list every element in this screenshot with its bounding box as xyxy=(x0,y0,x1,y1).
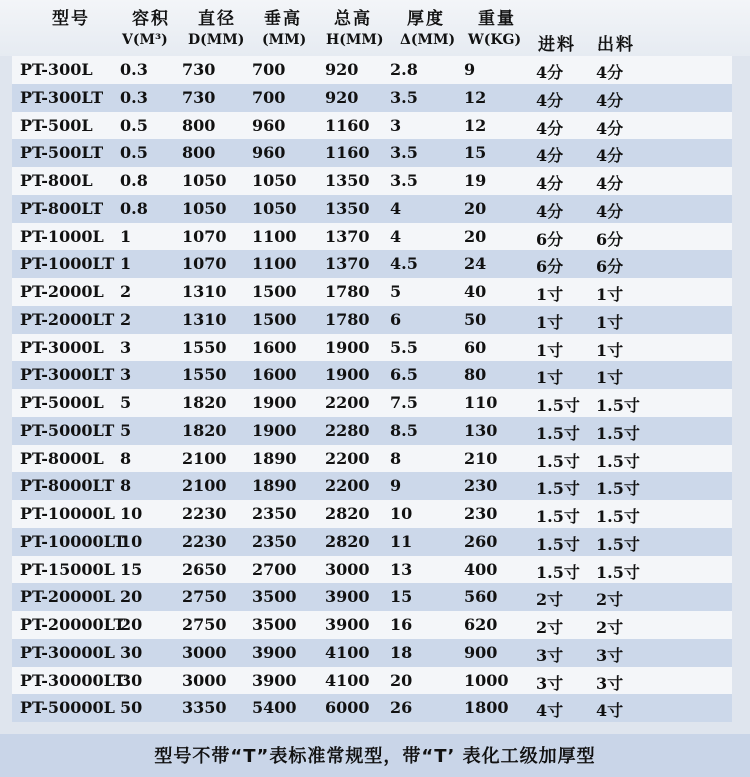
cell-diameter: 1820 xyxy=(182,393,227,412)
table-row xyxy=(12,167,732,195)
cell-weight: 400 xyxy=(464,559,498,579)
table-row xyxy=(12,611,732,639)
cell-model: PT-20000LT xyxy=(20,615,126,634)
header-weight: 重量 xyxy=(478,9,516,29)
cell-volume: 0.8 xyxy=(120,171,148,190)
cell-thickness: 3.5 xyxy=(390,171,418,190)
cell-diameter: 1050 xyxy=(182,171,227,190)
header-diameter: 直径 xyxy=(198,9,236,29)
cell-diameter: 2650 xyxy=(182,559,227,579)
table-row xyxy=(12,556,732,584)
cell-model: PT-2000L xyxy=(20,282,104,301)
cell-model: PT-20000L xyxy=(20,587,115,607)
cell-outlet: 1寸 xyxy=(596,285,624,304)
cell-inlet: 1.5寸 xyxy=(536,423,580,443)
cell-outlet: 1.5寸 xyxy=(596,562,640,582)
cell-weight: 80 xyxy=(464,365,487,385)
table-row xyxy=(12,84,732,112)
cell-vertical-height: 960 xyxy=(252,115,286,135)
cell-total-height: 2200 xyxy=(325,393,370,412)
cell-outlet: 4寸 xyxy=(596,701,624,721)
cell-model: PT-300LT xyxy=(20,87,104,107)
cell-diameter: 3350 xyxy=(182,698,227,718)
cell-thickness: 26 xyxy=(390,698,413,718)
cell-weight: 20 xyxy=(464,226,487,246)
cell-weight: 260 xyxy=(464,531,498,551)
table-row xyxy=(12,389,732,417)
header-vertical-height-unit: (MM) xyxy=(262,32,307,48)
header-inlet: 进料 xyxy=(538,35,576,55)
cell-total-height: 2820 xyxy=(325,504,370,523)
cell-model: PT-500L xyxy=(20,115,93,135)
cell-inlet: 1.5寸 xyxy=(536,479,580,499)
cell-inlet: 4寸 xyxy=(536,701,564,721)
cell-thickness: 8 xyxy=(390,448,402,468)
header-total-height: 总高 xyxy=(334,9,372,29)
cell-inlet: 4分 xyxy=(536,201,564,221)
cell-thickness: 6 xyxy=(390,309,402,329)
cell-vertical-height: 1050 xyxy=(252,198,297,218)
cell-diameter: 3000 xyxy=(182,670,227,690)
cell-inlet: 1.5寸 xyxy=(536,396,580,415)
cell-volume: 20 xyxy=(120,615,143,634)
cell-total-height: 4100 xyxy=(325,642,370,662)
cell-diameter: 800 xyxy=(182,115,216,135)
cell-diameter: 1310 xyxy=(182,309,227,329)
cell-weight: 9 xyxy=(464,60,476,79)
cell-model: PT-30000L xyxy=(20,642,115,662)
cell-vertical-height: 1900 xyxy=(252,420,297,440)
cell-thickness: 16 xyxy=(390,615,413,634)
cell-total-height: 1370 xyxy=(325,226,370,246)
cell-diameter: 2230 xyxy=(182,531,227,551)
cell-vertical-height: 1900 xyxy=(252,393,297,412)
cell-thickness: 10 xyxy=(390,504,413,523)
cell-outlet: 4分 xyxy=(596,118,624,138)
table-row xyxy=(12,112,732,140)
cell-thickness: 5 xyxy=(390,282,402,301)
cell-weight: 230 xyxy=(464,476,498,496)
cell-volume: 5 xyxy=(120,393,132,412)
cell-model: PT-50000L xyxy=(20,698,115,718)
cell-vertical-height: 1050 xyxy=(252,171,297,190)
cell-diameter: 2230 xyxy=(182,504,227,523)
header-thickness: 厚度 xyxy=(407,9,445,29)
cell-total-height: 1160 xyxy=(325,143,370,163)
cell-outlet: 1.5寸 xyxy=(596,423,640,443)
cell-inlet: 1寸 xyxy=(536,340,564,360)
cell-model: PT-2000LT xyxy=(20,309,115,329)
cell-total-height: 2200 xyxy=(325,476,370,496)
table-row xyxy=(12,694,732,722)
cell-inlet: 1.5寸 xyxy=(536,562,580,582)
cell-inlet: 4分 xyxy=(536,90,564,110)
cell-inlet: 2寸 xyxy=(536,618,564,637)
footnote: 型号不带“T”表标准常规型，带“T’ 表化工级加厚型 xyxy=(154,746,596,767)
cell-weight: 19 xyxy=(464,171,487,190)
cell-volume: 3 xyxy=(120,365,132,385)
cell-outlet: 6分 xyxy=(596,229,624,249)
cell-thickness: 4 xyxy=(390,198,402,218)
cell-vertical-height: 1890 xyxy=(252,476,297,496)
cell-vertical-height: 3500 xyxy=(252,587,297,607)
cell-total-height: 2280 xyxy=(325,420,370,440)
cell-model: PT-8000LT xyxy=(20,476,115,496)
cell-volume: 2 xyxy=(120,309,132,329)
cell-inlet: 3寸 xyxy=(536,645,564,665)
cell-weight: 12 xyxy=(464,87,487,107)
cell-model: PT-3000L xyxy=(20,337,104,357)
cell-total-height: 1900 xyxy=(325,337,370,357)
cell-total-height: 1780 xyxy=(325,282,370,301)
cell-inlet: 4分 xyxy=(536,174,564,193)
cell-thickness: 2.8 xyxy=(390,60,418,79)
cell-model: PT-5000L xyxy=(20,393,104,412)
cell-vertical-height: 3900 xyxy=(252,642,297,662)
cell-volume: 20 xyxy=(120,587,143,607)
table-row xyxy=(12,334,732,362)
cell-model: PT-10000L xyxy=(20,504,115,523)
cell-volume: 0.3 xyxy=(120,60,148,79)
cell-diameter: 730 xyxy=(182,60,216,79)
cell-model: PT-800LT xyxy=(20,198,104,218)
cell-diameter: 1550 xyxy=(182,365,227,385)
cell-total-height: 2820 xyxy=(325,531,370,551)
cell-vertical-height: 1500 xyxy=(252,282,297,301)
cell-outlet: 4分 xyxy=(596,146,624,166)
cell-thickness: 5.5 xyxy=(390,337,418,357)
header-thickness-unit: Δ(MM) xyxy=(400,32,456,48)
header-model: 型号 xyxy=(52,9,90,29)
cell-diameter: 2100 xyxy=(182,448,227,468)
table-row xyxy=(12,667,732,695)
cell-total-height: 1160 xyxy=(325,115,370,135)
cell-thickness: 3.5 xyxy=(390,143,418,163)
cell-weight: 110 xyxy=(464,393,498,412)
table-row xyxy=(12,528,732,556)
cell-model: PT-300L xyxy=(20,60,93,79)
cell-outlet: 1.5寸 xyxy=(596,507,640,526)
cell-inlet: 1.5寸 xyxy=(536,507,580,526)
cell-thickness: 15 xyxy=(390,587,413,607)
header-volume-unit: V(M³) xyxy=(122,32,168,48)
cell-diameter: 2750 xyxy=(182,615,227,634)
cell-volume: 10 xyxy=(120,531,143,551)
cell-vertical-height: 700 xyxy=(252,87,286,107)
cell-total-height: 4100 xyxy=(325,670,370,690)
cell-vertical-height: 1600 xyxy=(252,337,297,357)
cell-diameter: 3000 xyxy=(182,642,227,662)
cell-outlet: 4分 xyxy=(596,174,624,193)
cell-volume: 5 xyxy=(120,420,132,440)
cell-diameter: 1550 xyxy=(182,337,227,357)
cell-vertical-height: 1100 xyxy=(252,226,297,246)
cell-thickness: 8.5 xyxy=(390,420,418,440)
cell-total-height: 1900 xyxy=(325,365,370,385)
cell-diameter: 730 xyxy=(182,87,216,107)
cell-weight: 40 xyxy=(464,282,487,301)
cell-total-height: 1350 xyxy=(325,171,370,190)
cell-thickness: 13 xyxy=(390,559,413,579)
cell-outlet: 4分 xyxy=(596,63,624,82)
cell-volume: 0.3 xyxy=(120,87,148,107)
cell-thickness: 4.5 xyxy=(390,254,418,274)
cell-inlet: 4分 xyxy=(536,118,564,138)
cell-volume: 2 xyxy=(120,282,132,301)
table-row xyxy=(12,639,732,667)
cell-volume: 0.5 xyxy=(120,143,148,163)
cell-model: PT-500LT xyxy=(20,143,104,163)
cell-volume: 15 xyxy=(120,559,143,579)
cell-vertical-height: 2350 xyxy=(252,504,297,523)
cell-vertical-height: 1600 xyxy=(252,365,297,385)
cell-inlet: 4分 xyxy=(536,146,564,166)
cell-volume: 3 xyxy=(120,337,132,357)
cell-thickness: 7.5 xyxy=(390,393,418,412)
table-row xyxy=(12,445,732,473)
table-row xyxy=(12,278,732,306)
cell-model: PT-1000LT xyxy=(20,254,115,274)
cell-total-height: 920 xyxy=(325,60,359,79)
table-row xyxy=(12,139,732,167)
cell-outlet: 2寸 xyxy=(596,618,624,637)
cell-model: PT-15000L xyxy=(20,559,115,579)
cell-diameter: 2750 xyxy=(182,587,227,607)
cell-thickness: 18 xyxy=(390,642,413,662)
cell-outlet: 3寸 xyxy=(596,673,624,693)
cell-volume: 50 xyxy=(120,698,143,718)
cell-weight: 210 xyxy=(464,448,498,468)
cell-total-height: 3000 xyxy=(325,559,370,579)
cell-total-height: 1780 xyxy=(325,309,370,329)
cell-outlet: 1.5寸 xyxy=(596,479,640,499)
cell-model: PT-8000L xyxy=(20,448,104,468)
cell-vertical-height: 2350 xyxy=(252,531,297,551)
cell-total-height: 1350 xyxy=(325,198,370,218)
cell-thickness: 3 xyxy=(390,115,402,135)
cell-diameter: 2100 xyxy=(182,476,227,496)
cell-weight: 20 xyxy=(464,198,487,218)
cell-weight: 24 xyxy=(464,254,487,274)
cell-diameter: 1070 xyxy=(182,254,227,274)
header-total-height-unit: H(MM) xyxy=(326,32,384,48)
table-row xyxy=(12,250,732,278)
cell-diameter: 1310 xyxy=(182,282,227,301)
cell-vertical-height: 1500 xyxy=(252,309,297,329)
cell-weight: 900 xyxy=(464,642,498,662)
cell-weight: 60 xyxy=(464,337,487,357)
cell-outlet: 3寸 xyxy=(596,645,624,665)
cell-vertical-height: 1890 xyxy=(252,448,297,468)
cell-outlet: 4分 xyxy=(596,201,624,221)
cell-outlet: 4分 xyxy=(596,90,624,110)
cell-weight: 12 xyxy=(464,115,487,135)
table-row xyxy=(12,583,732,611)
cell-volume: 10 xyxy=(120,504,143,523)
cell-thickness: 4 xyxy=(390,226,402,246)
cell-thickness: 6.5 xyxy=(390,365,418,385)
cell-diameter: 1070 xyxy=(182,226,227,246)
table-row xyxy=(12,417,732,445)
cell-outlet: 1.5寸 xyxy=(596,396,640,415)
cell-inlet: 2寸 xyxy=(536,590,564,610)
cell-outlet: 2寸 xyxy=(596,590,624,610)
table-row xyxy=(12,472,732,500)
cell-inlet: 1寸 xyxy=(536,285,564,304)
cell-volume: 8 xyxy=(120,448,132,468)
cell-inlet: 1寸 xyxy=(536,368,564,388)
cell-volume: 1 xyxy=(120,226,132,246)
cell-volume: 1 xyxy=(120,254,132,274)
cell-total-height: 920 xyxy=(325,87,359,107)
cell-thickness: 3.5 xyxy=(390,87,418,107)
cell-total-height: 6000 xyxy=(325,698,370,718)
cell-weight: 230 xyxy=(464,504,498,523)
cell-outlet: 1寸 xyxy=(596,340,624,360)
cell-vertical-height: 960 xyxy=(252,143,286,163)
cell-diameter: 1820 xyxy=(182,420,227,440)
table-row xyxy=(12,56,732,84)
header-weight-unit: W(KG) xyxy=(468,32,522,48)
cell-model: PT-5000LT xyxy=(20,420,115,440)
cell-outlet: 1.5寸 xyxy=(596,451,640,471)
cell-thickness: 9 xyxy=(390,476,402,496)
cell-vertical-height: 3900 xyxy=(252,670,297,690)
cell-outlet: 1寸 xyxy=(596,312,624,332)
cell-diameter: 1050 xyxy=(182,198,227,218)
cell-vertical-height: 5400 xyxy=(252,698,297,718)
cell-total-height: 3900 xyxy=(325,615,370,634)
spec-table-body xyxy=(12,56,732,722)
cell-weight: 130 xyxy=(464,420,498,440)
cell-inlet: 1.5寸 xyxy=(536,451,580,471)
cell-thickness: 20 xyxy=(390,670,413,690)
cell-inlet: 1寸 xyxy=(536,312,564,332)
table-row xyxy=(12,361,732,389)
header-vertical-height: 垂高 xyxy=(264,9,302,29)
cell-model: PT-3000LT xyxy=(20,365,115,385)
cell-total-height: 3900 xyxy=(325,587,370,607)
cell-outlet: 6分 xyxy=(596,257,624,277)
cell-volume: 0.8 xyxy=(120,198,148,218)
cell-weight: 50 xyxy=(464,309,487,329)
cell-outlet: 1寸 xyxy=(596,368,624,388)
cell-weight: 620 xyxy=(464,615,498,634)
header-volume: 容积 xyxy=(132,9,170,29)
cell-inlet: 1.5寸 xyxy=(536,534,580,554)
cell-volume: 8 xyxy=(120,476,132,496)
cell-volume: 30 xyxy=(120,670,143,690)
cell-inlet: 3寸 xyxy=(536,673,564,693)
cell-thickness: 11 xyxy=(390,531,413,551)
footer-band xyxy=(0,734,750,777)
cell-outlet: 1.5寸 xyxy=(596,534,640,554)
cell-inlet: 6分 xyxy=(536,257,564,277)
cell-model: PT-30000LT xyxy=(20,670,126,690)
table-row xyxy=(12,306,732,334)
cell-inlet: 6分 xyxy=(536,229,564,249)
header-outlet: 出料 xyxy=(597,35,635,55)
table-row xyxy=(12,223,732,251)
cell-vertical-height: 3500 xyxy=(252,615,297,634)
table-row xyxy=(12,195,732,223)
header-diameter-unit: D(MM) xyxy=(188,32,245,48)
cell-diameter: 800 xyxy=(182,143,216,163)
cell-vertical-height: 700 xyxy=(252,60,286,79)
cell-total-height: 1370 xyxy=(325,254,370,274)
cell-weight: 15 xyxy=(464,143,487,163)
table-row xyxy=(12,500,732,528)
cell-weight: 560 xyxy=(464,587,498,607)
table-header xyxy=(0,0,750,56)
cell-volume: 30 xyxy=(120,642,143,662)
cell-weight: 1800 xyxy=(464,698,509,718)
cell-inlet: 4分 xyxy=(536,63,564,82)
cell-total-height: 2200 xyxy=(325,448,370,468)
cell-model: PT-800L xyxy=(20,171,93,190)
cell-vertical-height: 1100 xyxy=(252,254,297,274)
cell-vertical-height: 2700 xyxy=(252,559,297,579)
cell-model: PT-10000LT xyxy=(20,531,126,551)
cell-model: PT-1000L xyxy=(20,226,104,246)
cell-volume: 0.5 xyxy=(120,115,148,135)
cell-weight: 1000 xyxy=(464,670,509,690)
